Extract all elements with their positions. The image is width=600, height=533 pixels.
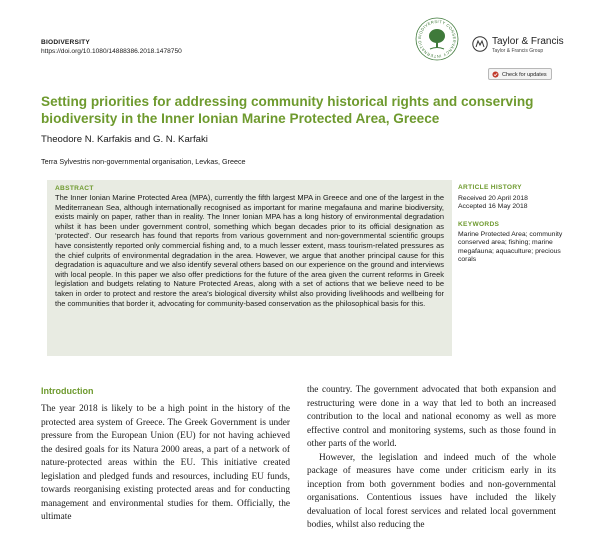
accepted-date: Accepted 16 May 2018 [458, 203, 528, 210]
body-column-left [41, 403, 290, 525]
paragraph: However, the legislation and indeed much of the whole package of measures have come under criticism early in its inception from both government bodies and non-governmental organisations. Contentious issues have included the likely devaluation of local forest services and related local government bodies, whilst also reducing the [307, 452, 556, 530]
seal-logo-icon [414, 16, 460, 62]
keywords-list: Marine Protected Area; community conserved area; fishing; marine megafauna; aquaculture; precious corals [458, 231, 563, 263]
keywords-heading: KEYWORDS [458, 221, 500, 228]
doi-link[interactable]: https://doi.org/10.1080/14888386.2018.1478750 [41, 48, 182, 55]
publisher-subtitle: Taylor & Francis Group [492, 48, 544, 54]
article-history-heading: ARTICLE HISTORY [458, 184, 522, 191]
abstract-text: The Inner Ionian Marine Protected Area (MPA), currently the fifth largest MPA in Greece and one of the largest in the Mediterranean Sea, although internationally recognised as important for marine megafauna and marine biodiversity, exists mainly on paper, rather than in reality. The Inner Ionian MPA has a long history of environmental degradation whilst it has been under government control, something which began decades prior to its official designation as ‘protected’. Our research has found that reports from various government and non-governmental scientific groups have consistently reported only commercial fishing and, to a much lesser extent, mass tourism-related pressures as the chief culprits of environmental degradation in the area. However, we argue that another principal cause for this degradation is aquaculture and we also identify several others based on our experience on the ground and interviews with local people. In this paper we also offer predictions for the future of the area given the current reforms in Greek legislation and budgets relating to Nature Protected Areas, along with a set of actions that we believe need to be taken in order to protect and restore the area’s biological diversity whilst also providing livelihoods and wellbeing for the communities that border it, advocating for community-based conservation as the philosophical basis for this. [55, 193, 444, 308]
check-updates-label: Check for updates [502, 72, 547, 78]
author-affiliation: Terra Sylvestris non-governmental organisation, Levkas, Greece [41, 157, 246, 166]
article-title: Setting priorities for addressing community historical rights and conserving biodiversity in the Inner Ionian Marine Protected Area, Greece [41, 94, 534, 126]
paragraph: the country. The government advocated that both expansion and restructuring were done in a way that led to both an increased contribution to the local and national economy as well as more effective control and monitoring systems, such as those found in other parts of the world. [307, 385, 556, 449]
abstract-heading: ABSTRACT [55, 185, 94, 192]
check-for-updates-button[interactable] [488, 68, 552, 80]
publisher-name: Taylor & Francis [492, 36, 564, 47]
check-updates-icon [492, 71, 499, 78]
abstract-box [47, 180, 452, 356]
svg-text:BIODIVERSITY CONSERVANCY INTER: BIODIVERSITY CONSERVANCY INTERNATIO [416, 18, 458, 60]
received-date: Received 20 April 2018 [458, 195, 528, 202]
body-column-right [307, 384, 556, 533]
taylor-francis-logo-icon [472, 36, 488, 52]
introduction-heading: Introduction [41, 386, 94, 396]
article-authors: Theodore N. Karfakis and G. N. Karfaki [41, 134, 208, 145]
paragraph: The year 2018 is likely to be a high point in the history of the protected area system of Greece. The Greek Government is under pressure from the European Union (EU) for not having achieved the desired goals for its Natura 2000 areas, a part of a network of nature-protected areas within the EU. This initiative created legislation and pledged funds and resources, including EU funds, towards reorganising existing protected areas and for conducting management and environmental studies for them. Officially, the ultimate [41, 404, 290, 522]
journal-name: BIODIVERSITY [41, 39, 90, 46]
